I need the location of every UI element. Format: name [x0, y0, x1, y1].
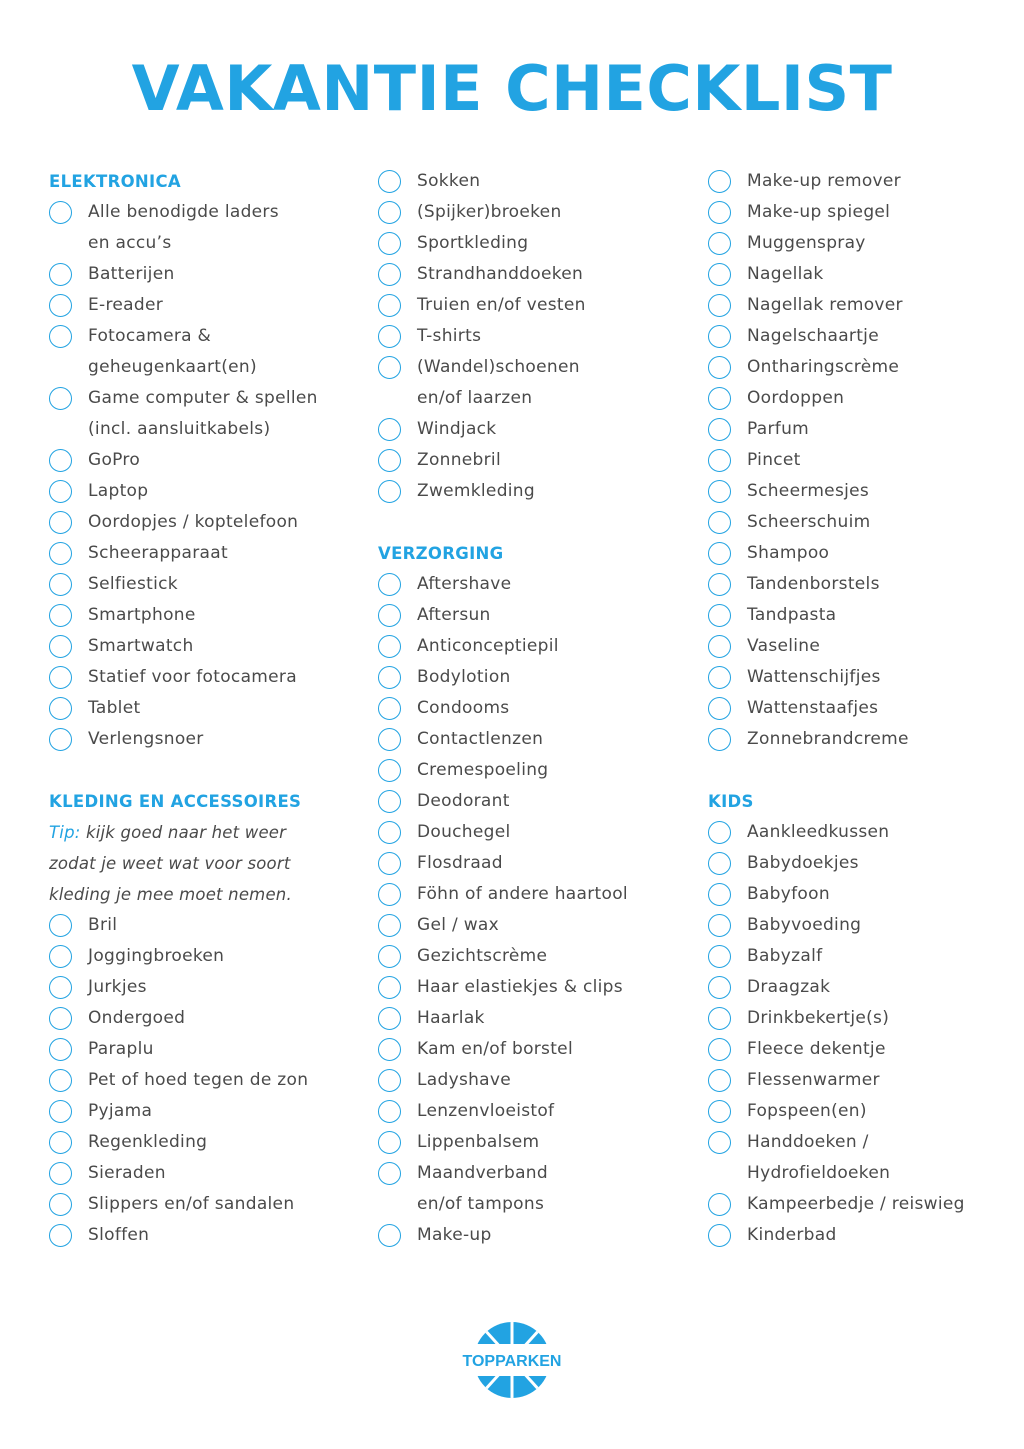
checklist-item[interactable] — [49, 290, 369, 321]
item-label: Föhn of andere haartool — [417, 884, 628, 904]
item-label: Make-up — [417, 1225, 492, 1245]
item-label: Tablet — [88, 698, 141, 718]
checkbox-circle[interactable] — [708, 914, 731, 937]
checkbox-circle[interactable] — [708, 542, 731, 565]
item-label: Lippenbalsem — [417, 1132, 540, 1152]
item-label: GoPro — [88, 450, 141, 470]
checkbox-circle[interactable] — [708, 976, 731, 999]
checklist-item[interactable] — [708, 538, 1008, 569]
checkbox-circle[interactable] — [378, 356, 401, 379]
checkbox-circle[interactable] — [708, 232, 731, 255]
item-label: Douchegel — [417, 822, 511, 842]
item-label: Anticonceptiepil — [417, 636, 559, 656]
checklist-column-3 — [708, 166, 1008, 1251]
item-label: Ontharingscrème — [747, 357, 900, 377]
item-label: Babyvoeding — [747, 915, 862, 935]
checklist-item[interactable] — [708, 1220, 1008, 1251]
checklist-item[interactable] — [378, 197, 698, 228]
checklist-item[interactable] — [49, 383, 369, 414]
checklist-item[interactable] — [49, 259, 369, 290]
item-label: Oordoppen — [747, 388, 845, 408]
tip-text: kleding je mee moet nemen. — [49, 885, 292, 904]
checklist-item[interactable] — [708, 631, 1008, 662]
checkbox-circle[interactable] — [49, 201, 72, 224]
checkbox-circle[interactable] — [49, 976, 72, 999]
section-heading: ELEKTRONICA — [49, 172, 181, 191]
item-label: Aftershave — [417, 574, 512, 594]
checkbox-circle[interactable] — [49, 1193, 72, 1216]
checklist-item[interactable] — [708, 972, 1008, 1003]
checkbox-circle[interactable] — [49, 945, 72, 968]
checkbox-circle[interactable] — [378, 945, 401, 968]
checkbox-circle[interactable] — [378, 325, 401, 348]
checklist-item-continuation — [49, 228, 369, 259]
checkbox-circle[interactable] — [708, 1038, 731, 1061]
item-label: Draagzak — [747, 977, 831, 997]
checklist-item[interactable] — [708, 507, 1008, 538]
checklist-item[interactable] — [708, 1034, 1008, 1065]
item-label: (Spijker)broeken — [417, 202, 562, 222]
checklist-item[interactable] — [708, 166, 1008, 197]
item-label: Regenkleding — [88, 1132, 208, 1152]
checkbox-circle[interactable] — [49, 1038, 72, 1061]
item-label: Strandhanddoeken — [417, 264, 584, 284]
checkbox-circle[interactable] — [378, 294, 401, 317]
item-label: Sieraden — [88, 1163, 166, 1183]
item-label: Babyfoon — [747, 884, 830, 904]
item-label: Drinkbekertje(s) — [747, 1008, 890, 1028]
item-label: Haar elastiekjes & clips — [417, 977, 623, 997]
item-label: Babyzalf — [747, 946, 823, 966]
item-label: Game computer & spellen — [88, 388, 318, 408]
checklist-item[interactable] — [708, 1127, 1008, 1158]
checklist-item[interactable] — [378, 476, 698, 507]
item-label: Zonnebril — [417, 450, 501, 470]
item-label: Nagellak — [747, 264, 824, 284]
checkbox-circle[interactable] — [708, 1193, 731, 1216]
checkbox-circle[interactable] — [378, 604, 401, 627]
checkbox-circle[interactable] — [378, 263, 401, 286]
item-label: Contactlenzen — [417, 729, 544, 749]
item-label: (Wandel)schoenen — [417, 357, 580, 377]
item-label: Joggingbroeken — [88, 946, 225, 966]
checkbox-circle[interactable] — [378, 418, 401, 441]
checklist-item[interactable] — [708, 848, 1008, 879]
checkbox-circle[interactable] — [378, 821, 401, 844]
checkbox-circle[interactable] — [49, 387, 72, 410]
checklist-item[interactable] — [378, 1127, 698, 1158]
item-label: Pet of hoed tegen de zon — [88, 1070, 309, 1090]
checkbox-circle[interactable] — [708, 1007, 731, 1030]
checklist-item[interactable] — [49, 197, 369, 228]
checklist-column-1 — [49, 166, 369, 1251]
item-label: Bril — [88, 915, 118, 935]
checklist-item[interactable] — [378, 228, 698, 259]
checklist-item[interactable] — [49, 1065, 369, 1096]
item-label: Sloffen — [88, 1225, 150, 1245]
item-label: Make-up remover — [747, 171, 901, 191]
checklist-item[interactable] — [708, 693, 1008, 724]
item-label: Fopspeen(en) — [747, 1101, 867, 1121]
checklist-item[interactable] — [49, 693, 369, 724]
item-label: Scheermesjes — [747, 481, 870, 501]
checklist-item[interactable] — [708, 290, 1008, 321]
item-label: Wattenschijfjes — [747, 667, 881, 687]
item-label: (incl. aansluitkabels) — [88, 419, 271, 439]
checklist-item[interactable] — [378, 1003, 698, 1034]
checklist-item[interactable] — [708, 1003, 1008, 1034]
item-label: Aftersun — [417, 605, 491, 625]
item-label: Vaseline — [747, 636, 821, 656]
checkbox-circle[interactable] — [378, 480, 401, 503]
checklist-item[interactable] — [378, 445, 698, 476]
checkbox-circle[interactable] — [708, 883, 731, 906]
item-label: Babydoekjes — [747, 853, 859, 873]
item-label: Gel / wax — [417, 915, 499, 935]
checkbox-circle[interactable] — [49, 573, 72, 596]
checklist-item[interactable] — [378, 786, 698, 817]
item-label: Kinderbad — [747, 1225, 837, 1245]
checkbox-circle[interactable] — [378, 914, 401, 937]
checkbox-circle[interactable] — [49, 1162, 72, 1185]
item-label: Kampeerbedje / reiswieg — [747, 1194, 965, 1214]
checkbox-circle[interactable] — [378, 1007, 401, 1030]
checkbox-circle[interactable] — [49, 1131, 72, 1154]
item-label: en/of tampons — [417, 1194, 545, 1214]
checkbox-circle[interactable] — [708, 201, 731, 224]
item-label: Flosdraad — [417, 853, 503, 873]
checkbox-circle[interactable] — [378, 1224, 401, 1247]
checklist-item-continuation — [378, 383, 698, 414]
item-label: Ondergoed — [88, 1008, 186, 1028]
item-label: Batterijen — [88, 264, 175, 284]
checklist-item[interactable] — [49, 662, 369, 693]
checklist-item[interactable] — [708, 197, 1008, 228]
item-label: Flessenwarmer — [747, 1070, 880, 1090]
checklist-item[interactable] — [708, 259, 1008, 290]
item-label: Gezichtscrème — [417, 946, 548, 966]
checkbox-circle[interactable] — [708, 604, 731, 627]
item-label: Maandverband — [417, 1163, 548, 1183]
checklist-item-continuation — [378, 1189, 698, 1220]
checkbox-circle[interactable] — [49, 635, 72, 658]
checklist-item[interactable] — [708, 662, 1008, 693]
checklist-item[interactable] — [708, 383, 1008, 414]
checkbox-circle[interactable] — [49, 1100, 72, 1123]
checklist-item[interactable] — [49, 1127, 369, 1158]
checklist-item[interactable] — [378, 352, 698, 383]
item-label: Ladyshave — [417, 1070, 512, 1090]
topparken-logo — [452, 1318, 572, 1402]
item-label: Haarlak — [417, 1008, 485, 1028]
checkbox-circle[interactable] — [708, 1069, 731, 1092]
checkbox-circle[interactable] — [378, 1162, 401, 1185]
checkbox-circle[interactable] — [49, 294, 72, 317]
item-label: Windjack — [417, 419, 497, 439]
checklist-item[interactable] — [708, 569, 1008, 600]
tip-text: kijk goed naar het weer — [85, 823, 287, 842]
checklist-item[interactable] — [49, 910, 369, 941]
checklist-item[interactable] — [49, 1096, 369, 1127]
item-label: Fotocamera & — [88, 326, 212, 346]
checkbox-circle[interactable] — [378, 1038, 401, 1061]
checkbox-circle[interactable] — [708, 170, 731, 193]
checkbox-circle[interactable] — [378, 728, 401, 751]
item-label: Jurkjes — [88, 977, 147, 997]
checklist-item[interactable] — [49, 631, 369, 662]
checklist-item[interactable] — [378, 321, 698, 352]
checklist-item[interactable] — [708, 724, 1008, 755]
checkbox-circle[interactable] — [708, 666, 731, 689]
item-label: Muggenspray — [747, 233, 866, 253]
brand-name: TOPPARKEN — [462, 1353, 562, 1370]
checkbox-circle[interactable] — [378, 635, 401, 658]
checkbox-circle[interactable] — [49, 542, 72, 565]
checkbox-circle[interactable] — [378, 201, 401, 224]
item-label: Kam en/of borstel — [417, 1039, 573, 1059]
checkbox-circle[interactable] — [708, 821, 731, 844]
item-label: Hydrofieldoeken — [747, 1163, 891, 1183]
checkbox-circle[interactable] — [708, 945, 731, 968]
checkbox-circle[interactable] — [708, 325, 731, 348]
checklist-item[interactable] — [49, 321, 369, 352]
checklist-item[interactable] — [378, 910, 698, 941]
spacer — [49, 755, 369, 786]
checklist-item[interactable] — [378, 755, 698, 786]
checklist-item[interactable] — [378, 290, 698, 321]
tip-text: zodat je weet wat voor soort — [49, 854, 291, 873]
spacer — [378, 507, 698, 538]
checkbox-circle[interactable] — [378, 232, 401, 255]
checklist-item[interactable] — [49, 1003, 369, 1034]
checklist-item[interactable] — [708, 817, 1008, 848]
checklist-item[interactable] — [378, 848, 698, 879]
checklist-item[interactable] — [49, 445, 369, 476]
item-label: Scheerschuim — [747, 512, 871, 532]
item-label: Aankleedkussen — [747, 822, 890, 842]
item-label: Truien en/of vesten — [417, 295, 586, 315]
item-label: Condooms — [417, 698, 510, 718]
item-label: Shampoo — [747, 543, 830, 563]
checklist-item[interactable] — [49, 476, 369, 507]
checkbox-circle[interactable] — [708, 387, 731, 410]
checkbox-circle[interactable] — [708, 852, 731, 875]
item-label: Make-up spiegel — [747, 202, 891, 222]
checkbox-circle[interactable] — [378, 883, 401, 906]
checklist-item[interactable] — [708, 910, 1008, 941]
checklist-item[interactable] — [378, 879, 698, 910]
checklist-item[interactable] — [378, 1065, 698, 1096]
checklist-item[interactable] — [378, 414, 698, 445]
checkbox-circle[interactable] — [378, 666, 401, 689]
checklist-item[interactable] — [378, 817, 698, 848]
checklist-item-continuation — [49, 414, 369, 445]
checkbox-circle[interactable] — [708, 418, 731, 441]
checklist-item[interactable] — [378, 941, 698, 972]
item-label: Pincet — [747, 450, 801, 470]
checklist-item[interactable] — [708, 445, 1008, 476]
item-label: Smartphone — [88, 605, 196, 625]
item-label: Sportkleding — [417, 233, 529, 253]
checklist-item[interactable] — [49, 941, 369, 972]
checkbox-circle[interactable] — [378, 1131, 401, 1154]
checkbox-circle[interactable] — [708, 635, 731, 658]
checklist-item[interactable] — [708, 321, 1008, 352]
item-label: Cremespoeling — [417, 760, 549, 780]
checkbox-circle[interactable] — [708, 294, 731, 317]
item-label: Deodorant — [417, 791, 510, 811]
checklist-item[interactable] — [378, 1158, 698, 1189]
tip-note — [49, 879, 369, 910]
checklist-item[interactable] — [49, 600, 369, 631]
checklist-item[interactable] — [708, 941, 1008, 972]
checkbox-circle[interactable] — [378, 573, 401, 596]
section-heading: KLEDING EN ACCESSOIRES — [49, 792, 302, 811]
item-label: Slippers en/of sandalen — [88, 1194, 295, 1214]
checkbox-circle[interactable] — [49, 511, 72, 534]
checkbox-circle[interactable] — [49, 449, 72, 472]
checklist-item[interactable] — [49, 1034, 369, 1065]
checklist-item[interactable] — [378, 600, 698, 631]
item-label: Zwemkleding — [417, 481, 535, 501]
checkbox-circle[interactable] — [708, 728, 731, 751]
checkbox-circle[interactable] — [49, 1007, 72, 1030]
checklist-item[interactable] — [378, 1220, 698, 1251]
checkbox-circle[interactable] — [49, 666, 72, 689]
checklist-item[interactable] — [708, 352, 1008, 383]
checklist-item[interactable] — [378, 259, 698, 290]
checkbox-circle[interactable] — [49, 325, 72, 348]
checkbox-circle[interactable] — [378, 449, 401, 472]
checkbox-circle[interactable] — [49, 1224, 72, 1247]
item-label: en accu’s — [88, 233, 172, 253]
tip-note — [49, 848, 369, 879]
checkbox-circle[interactable] — [708, 263, 731, 286]
item-label: Paraplu — [88, 1039, 154, 1059]
checklist-item[interactable] — [49, 507, 369, 538]
checkbox-circle[interactable] — [49, 480, 72, 503]
page-title: VAKANTIE CHECKLIST — [131, 52, 893, 125]
spacer — [708, 755, 1008, 786]
checklist-item[interactable] — [49, 538, 369, 569]
checkbox-circle[interactable] — [708, 697, 731, 720]
checkbox-circle[interactable] — [49, 263, 72, 286]
checkbox-circle[interactable] — [708, 480, 731, 503]
checkbox-circle[interactable] — [378, 1069, 401, 1092]
checklist-item[interactable] — [378, 972, 698, 1003]
item-label: Tandpasta — [747, 605, 837, 625]
item-label: Lenzenvloeistof — [417, 1101, 555, 1121]
checkbox-circle[interactable] — [708, 449, 731, 472]
checklist-item[interactable] — [49, 1158, 369, 1189]
item-label: Selfiestick — [88, 574, 178, 594]
checkbox-circle[interactable] — [708, 1100, 731, 1123]
checklist-item[interactable] — [378, 724, 698, 755]
item-label: Oordopjes / koptelefoon — [88, 512, 299, 532]
checkbox-circle[interactable] — [708, 511, 731, 534]
checklist-item[interactable] — [708, 414, 1008, 445]
item-label: Verlengsnoer — [88, 729, 204, 749]
checklist-item[interactable] — [378, 569, 698, 600]
checklist-item-continuation — [708, 1158, 1008, 1189]
checkbox-circle[interactable] — [49, 914, 72, 937]
checklist-item[interactable] — [49, 569, 369, 600]
checklist-item[interactable] — [378, 166, 698, 197]
item-label: Pyjama — [88, 1101, 153, 1121]
item-label: Tandenborstels — [747, 574, 880, 594]
item-label: Handdoeken / — [747, 1132, 869, 1152]
checklist-item[interactable] — [378, 662, 698, 693]
checkbox-circle[interactable] — [708, 573, 731, 596]
checkbox-circle[interactable] — [378, 697, 401, 720]
section-heading: VERZORGING — [378, 544, 504, 563]
checkbox-circle[interactable] — [49, 728, 72, 751]
item-label: en/of laarzen — [417, 388, 533, 408]
checklist-item[interactable] — [708, 1096, 1008, 1127]
checkbox-circle[interactable] — [378, 1100, 401, 1123]
tip-label: Tip: — [49, 823, 81, 842]
tip-note — [49, 817, 369, 848]
item-label: Scheerapparaat — [88, 543, 228, 563]
item-label: T-shirts — [417, 326, 482, 346]
checklist-item[interactable] — [708, 600, 1008, 631]
item-label: Nagelschaartje — [747, 326, 879, 346]
checklist-item[interactable] — [708, 1065, 1008, 1096]
checklist-item[interactable] — [708, 228, 1008, 259]
item-label: Zonnebrandcreme — [747, 729, 909, 749]
checkbox-circle[interactable] — [708, 1131, 731, 1154]
item-label: Sokken — [417, 171, 481, 191]
item-label: Parfum — [747, 419, 810, 439]
checkbox-circle[interactable] — [378, 976, 401, 999]
checkbox-circle[interactable] — [378, 759, 401, 782]
checklist-item[interactable] — [378, 1096, 698, 1127]
checklist-column-2 — [378, 166, 698, 1251]
checklist-item[interactable] — [49, 1220, 369, 1251]
checkbox-circle[interactable] — [708, 1224, 731, 1247]
checklist-item[interactable] — [708, 476, 1008, 507]
item-label: Fleece dekentje — [747, 1039, 886, 1059]
checklist-item[interactable] — [708, 1189, 1008, 1220]
checklist-item[interactable] — [49, 1189, 369, 1220]
item-label: Nagellak remover — [747, 295, 903, 315]
checklist-item-continuation — [49, 352, 369, 383]
item-label: E-reader — [88, 295, 164, 315]
checklist-item[interactable] — [708, 879, 1008, 910]
checklist-item[interactable] — [49, 972, 369, 1003]
checkbox-circle[interactable] — [49, 604, 72, 627]
checklist-item[interactable] — [49, 724, 369, 755]
checklist-item[interactable] — [378, 631, 698, 662]
section-heading: KIDS — [708, 792, 754, 811]
item-label: Statief voor fotocamera — [88, 667, 297, 687]
checklist-item[interactable] — [378, 1034, 698, 1065]
checkbox-circle[interactable] — [378, 170, 401, 193]
item-label: Bodylotion — [417, 667, 511, 687]
checkbox-circle[interactable] — [708, 356, 731, 379]
checklist-item[interactable] — [378, 693, 698, 724]
checkbox-circle[interactable] — [49, 697, 72, 720]
item-label: Smartwatch — [88, 636, 194, 656]
checkbox-circle[interactable] — [378, 852, 401, 875]
item-label: Alle benodigde laders — [88, 202, 279, 222]
checkbox-circle[interactable] — [49, 1069, 72, 1092]
item-label: Laptop — [88, 481, 149, 501]
item-label: Wattenstaafjes — [747, 698, 879, 718]
checkbox-circle[interactable] — [378, 790, 401, 813]
item-label: geheugenkaart(en) — [88, 357, 257, 377]
